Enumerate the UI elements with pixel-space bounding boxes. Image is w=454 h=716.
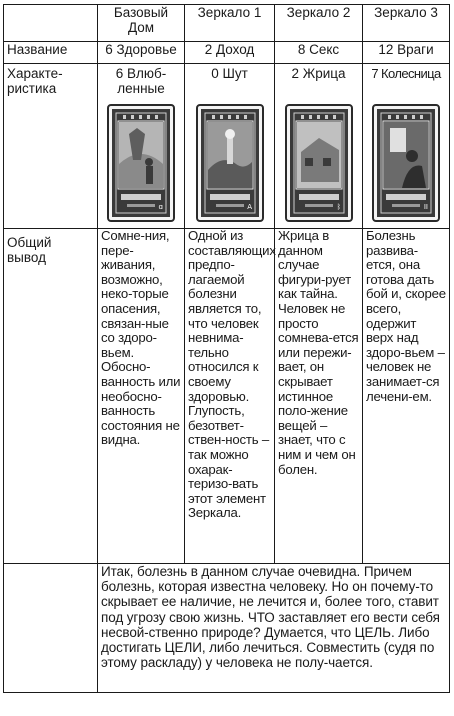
conclusion-row — [4, 229, 450, 564]
conclusion-mirror-3: Болезнь развива-ется, она готова дать бой и, скорее всего, одержит верх над здоро-вьем – человек не занимает-ся лечени-ем. — [363, 229, 450, 564]
svg-text:II: II — [423, 203, 428, 211]
svg-text:ᛒ: ᛒ — [336, 203, 341, 211]
tarot-spread-table — [3, 4, 450, 693]
characteristic-base-house — [98, 64, 185, 229]
summary-text: Итак, болезнь в данном случае очевидна. Причем болезнь, которая известна человеку. Но он почему-то скрывает ее наличие, не лечится и, более того, ставит под угрозу свою жизнь. ЧТО заставляет его вести себя несвой-ственно природе? Думается, что ЦЕЛЬ. Либо достигать ЦЕЛИ, либо лечиться. Совместить (судя по этому раскладу) у человека не полу-чается. — [98, 564, 450, 693]
summary-row — [4, 564, 450, 693]
characteristic-row — [4, 64, 450, 229]
card-title: 7 Колесница — [371, 66, 441, 81]
card-image — [366, 100, 446, 228]
conclusion-base-house: Сомне-ния, пере-живания, возможно, неко-торые опасения, связан-ные со здоро-вьем. Обосно-ванность или необосно-ванность состояния не видна. — [98, 229, 185, 564]
svg-text:A: A — [246, 203, 252, 211]
name-mirror-2: 8 Секс — [275, 42, 363, 64]
header-mirror-1: Зеркало 1 — [185, 5, 275, 42]
card-image — [101, 100, 181, 228]
conclusion-row-label: Общий вывод — [4, 229, 98, 564]
header-base-house: Базовый Дом — [98, 5, 185, 42]
summary-row-label — [4, 564, 98, 693]
svg-text:ɑ: ɑ — [158, 203, 163, 211]
card-title: 6 Влюб-ленные — [115, 66, 167, 96]
card-image — [278, 100, 359, 228]
header-row — [4, 5, 450, 42]
characteristic-mirror-3 — [363, 64, 450, 229]
name-base-house: 6 Здоровье — [98, 42, 185, 64]
name-row-label: Название — [4, 42, 98, 64]
characteristic-mirror-1 — [185, 64, 275, 229]
header-mirror-2: Зеркало 2 — [275, 5, 363, 42]
name-mirror-3: 12 Враги — [363, 42, 450, 64]
name-row — [4, 42, 450, 64]
card-title: 0 Шут — [211, 66, 248, 81]
conclusion-mirror-2: Жрица в данном случае фигури-рует как тайна. Человек не просто сомнева-ется или пережи-вает, он скрывает истинное поло-жение вещей – знает, что с ним и чем он болен. — [275, 229, 363, 564]
name-mirror-1: 2 Доход — [185, 42, 275, 64]
card-image — [188, 100, 271, 228]
tarot-card-high-priestess-icon — [285, 104, 353, 222]
tarot-card-lovers-icon — [107, 104, 175, 222]
conclusion-mirror-1: Одной из составляющих предпо-лагаемой болезни является то, что человек невнима-тельно относился к своему здоровью. Глупость, безответ-ствен-ность – так можно охарак-теризо-вать этот элемент Зеркала. — [185, 229, 275, 564]
card-title: 2 Жрица — [291, 66, 346, 81]
tarot-card-fool-icon — [196, 104, 264, 222]
characteristic-row-label: Характе-ристика — [4, 64, 98, 229]
characteristic-mirror-2 — [275, 64, 363, 229]
header-mirror-3: Зеркало 3 — [363, 5, 450, 42]
tarot-card-chariot-icon — [372, 104, 440, 222]
header-corner — [4, 5, 98, 42]
